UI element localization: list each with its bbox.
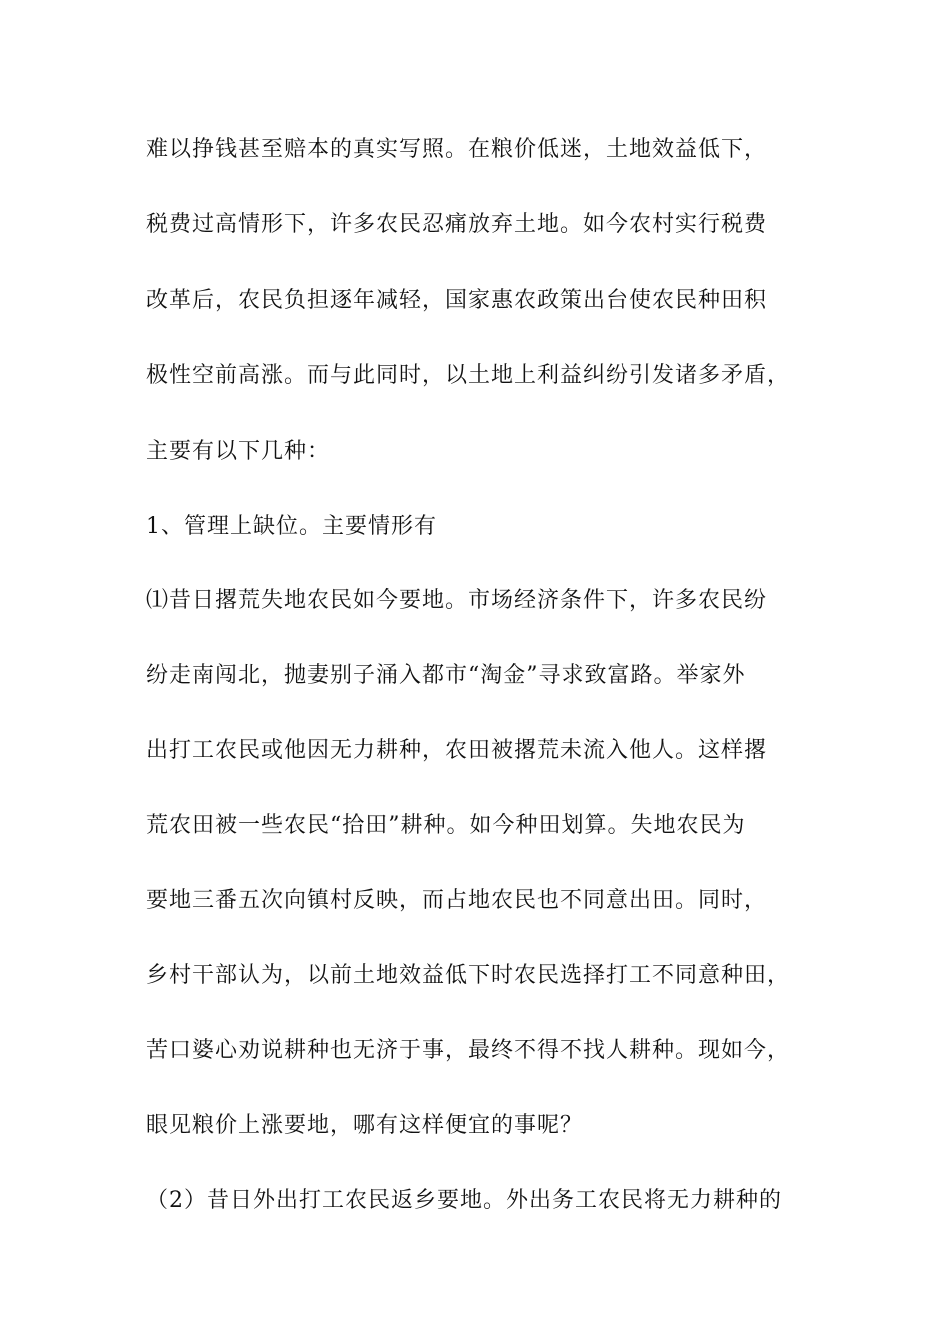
- text-line-14: 眼见粮价上涨要地，哪有这样便宜的事呢？: [146, 1113, 584, 1138]
- text-line-15: （2）昔日外出打工农民返乡要地。外出务工农民将无力耕种的: [146, 1188, 782, 1213]
- text-line-7: ⑴昔日撂荒失地农民如今要地。市场经济条件下，许多农民纷: [146, 588, 768, 613]
- text-line-4: 极性空前高涨。而与此同时，以土地上利益纠纷引发诸多矛盾，: [146, 363, 791, 388]
- text-line-13: 苦口婆心劝说耕种也无济于事，最终不得不找人耕种。现如今，: [146, 1038, 791, 1063]
- text-line-1: 难以挣钱甚至赔本的真实写照。在粮价低迷，土地效益低下，: [146, 137, 768, 162]
- text-line-2: 税费过高情形下，许多农民忍痛放弃土地。如今农村实行税费: [146, 212, 768, 237]
- text-line-12: 乡村干部认为，以前土地效益低下时农民选择打工不同意种田，: [146, 963, 791, 988]
- section-heading: 1、管理上缺位。主要情形有: [146, 514, 437, 539]
- text-line-9: 出打工农民或他因无力耕种，农田被撂荒未流入他人。这样撂: [146, 738, 768, 763]
- text-line-11: 要地三番五次向镇村反映，而占地农民也不同意出田。同时，: [146, 888, 768, 913]
- text-line-3: 改革后，农民负担逐年减轻，国家惠农政策出台使农民种田积: [146, 288, 768, 313]
- text-line-5: 主要有以下几种：: [146, 439, 331, 464]
- text-line-10: 荒农田被一些农民“拾田”耕种。如今种田划算。失地农民为: [146, 813, 746, 838]
- text-line-8: 纷走南闯北，抛妻别子涌入都市“淘金”寻求致富路。举家外: [146, 663, 746, 688]
